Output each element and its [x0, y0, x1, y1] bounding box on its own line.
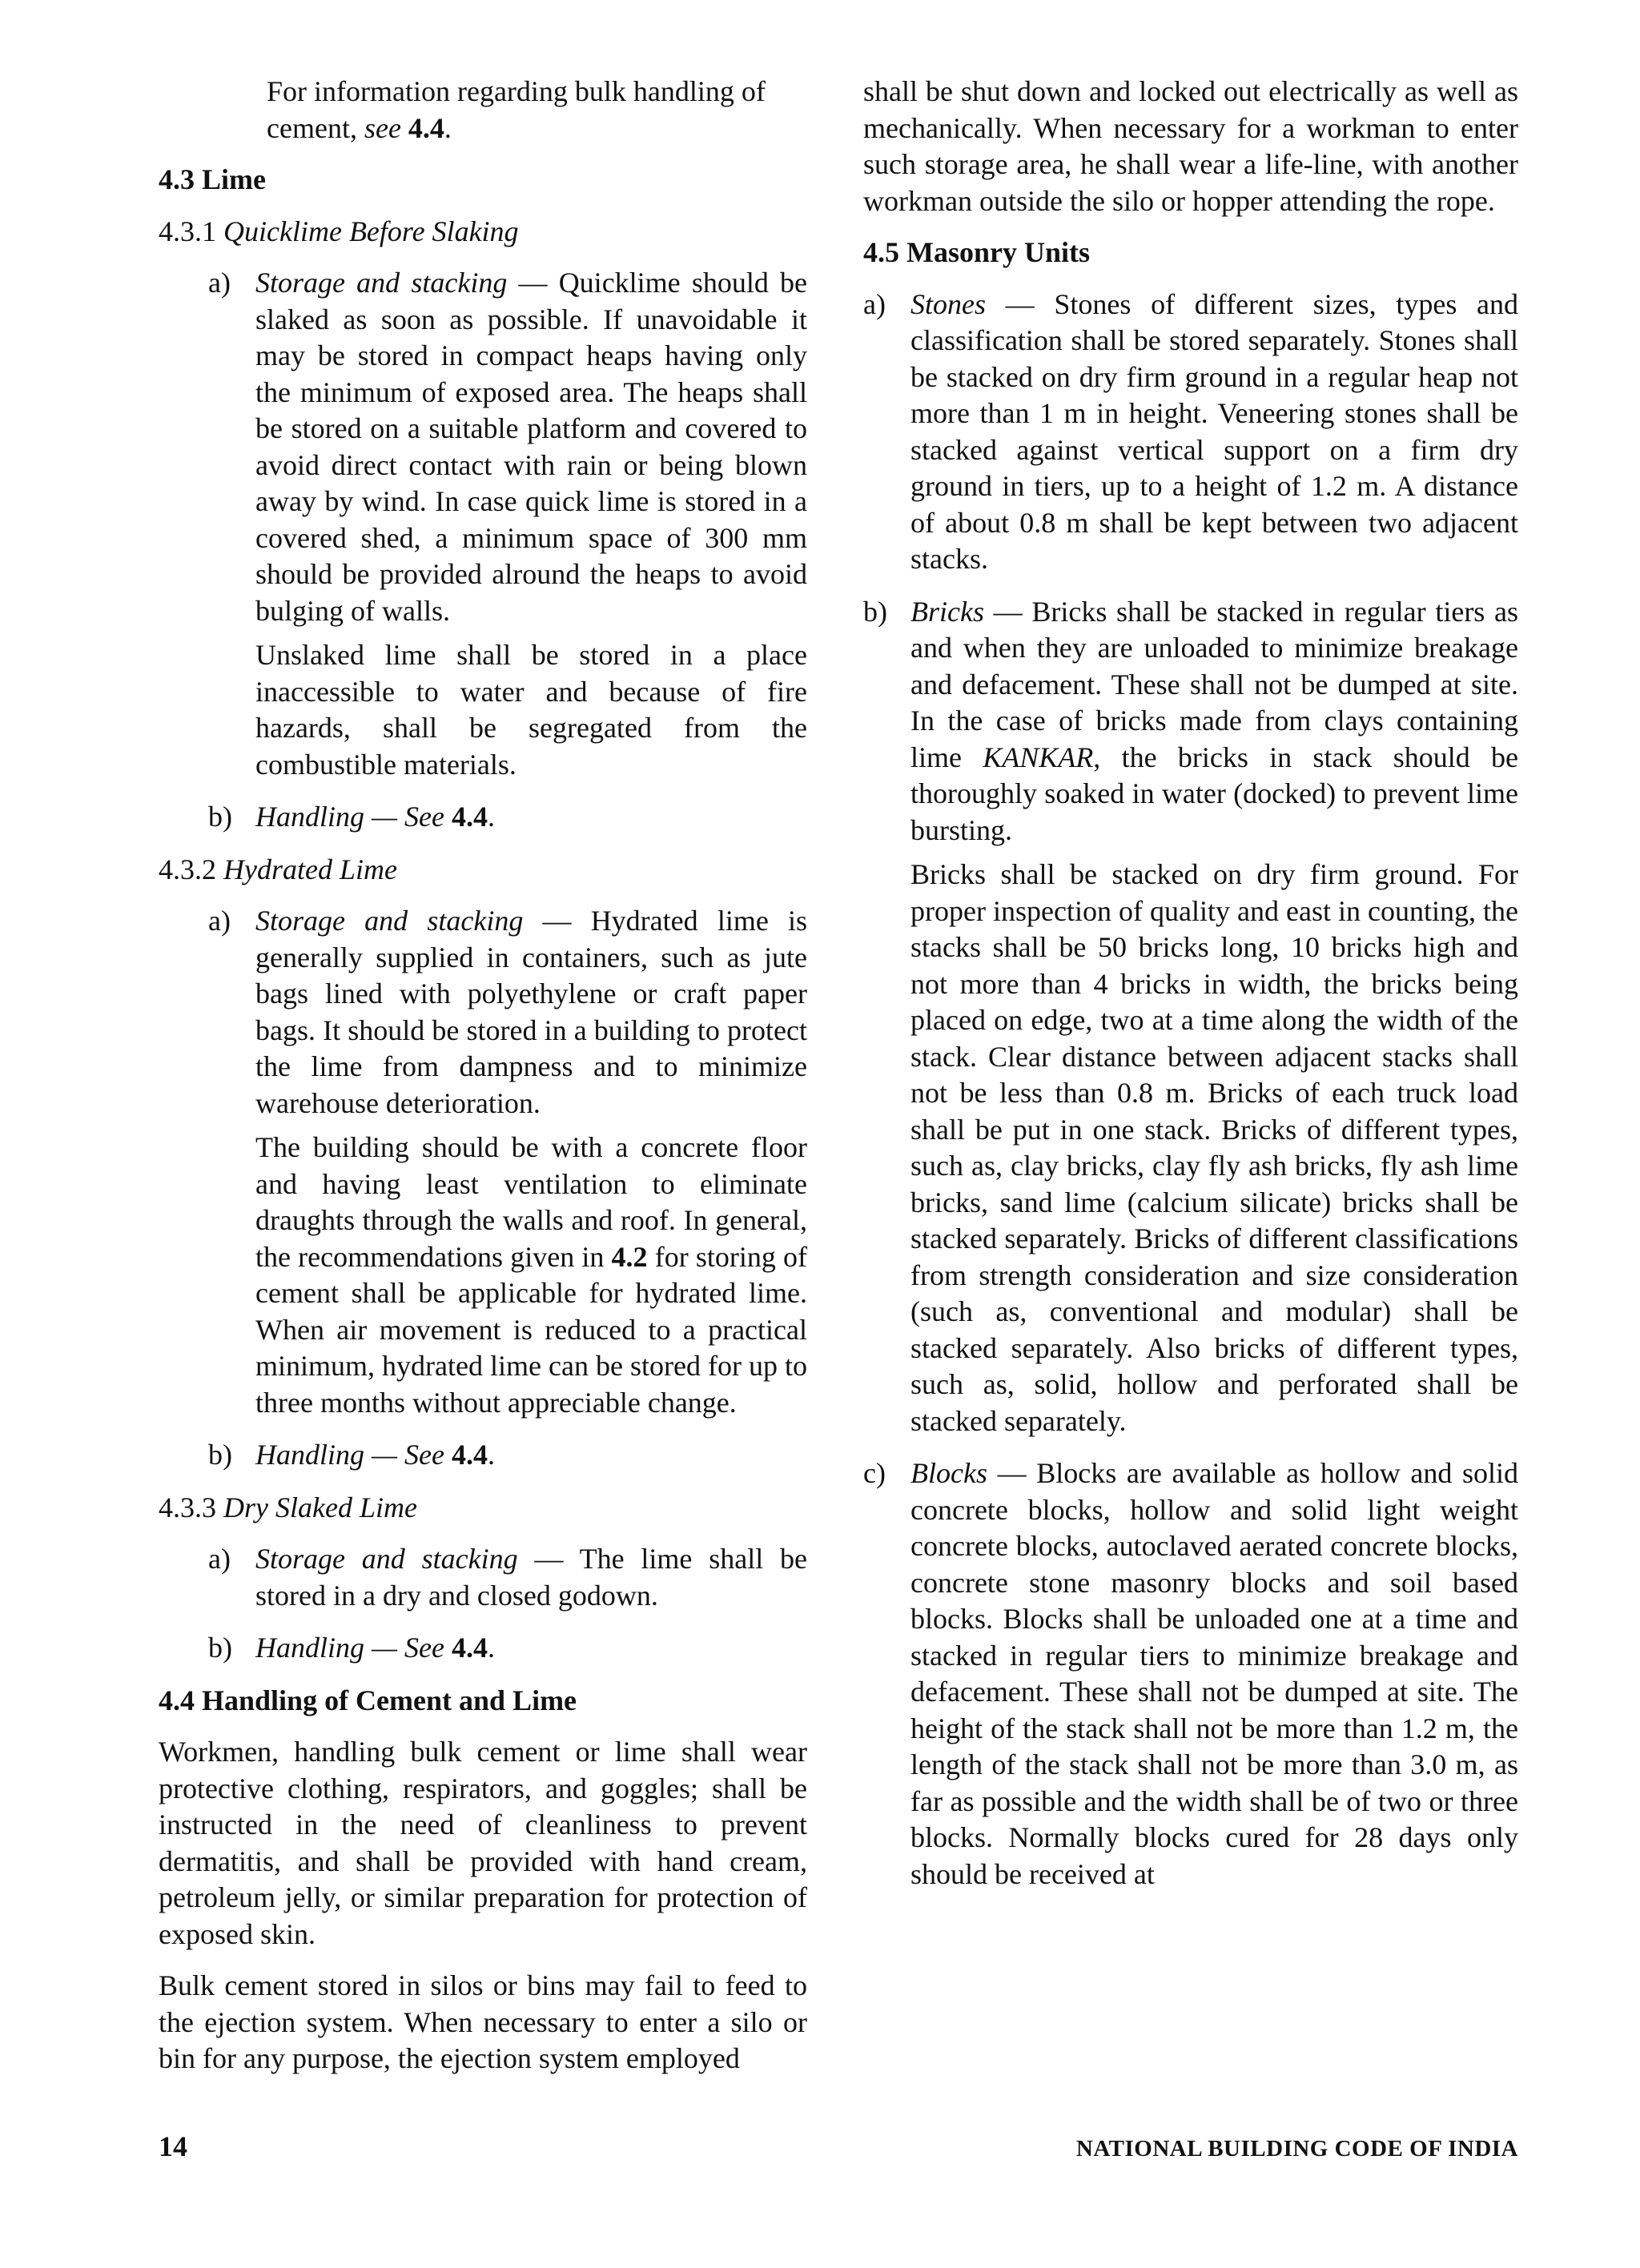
item-paragraph	[255, 265, 807, 629]
period: .	[488, 1439, 495, 1471]
section-4-4-heading	[159, 1683, 807, 1720]
item-paragraph	[255, 903, 807, 1122]
see-text: See	[404, 1439, 444, 1471]
section-4-5-item-a	[863, 287, 1518, 586]
section-title: Handling of Cement and Lime	[202, 1684, 577, 1716]
section-4-3-3-heading	[159, 1490, 807, 1527]
dash: —	[364, 1632, 405, 1664]
item-heading: Storage and stacking	[255, 905, 524, 937]
item-text: Blocks are available as hollow and solid concrete blocks, hollow and solid light weight concrete blocks, autoclaved aerated concrete blocks, concrete stone masonry blocks and soil based blocks. Blocks shall be unloaded one at a time and stacked in regular tiers to minimize breakage and defacement. These shall not be dumped at site. The height of the stack shall not be more than 1.2 m, the length of the stack shall not be more than 3.0 m, as far as possible and the width shall be of two or three blocks. Normally blocks cured for 28 days only should be received at	[910, 1457, 1518, 1890]
cement-note-see: see	[364, 111, 401, 144]
item-body	[255, 1437, 807, 1482]
cross-reference[interactable]: 4.4	[452, 801, 488, 833]
item-label: b)	[208, 1632, 232, 1664]
item-body	[255, 903, 807, 1429]
section-4-3-2-item-a	[208, 903, 807, 1429]
cement-note-text: For information regarding bulk handling of cement,	[267, 75, 766, 144]
section-title: Quicklime Before Slaking	[223, 215, 519, 247]
item-paragraph	[910, 1455, 1518, 1893]
cross-reference[interactable]: 4.2	[611, 1240, 648, 1273]
section-4-3-2-item-b	[208, 1437, 807, 1482]
item-body	[910, 1455, 1518, 1901]
right-column	[863, 74, 1518, 1909]
section-number: 4.4	[159, 1684, 195, 1716]
item-text: Stones of different sizes, types and classification shall be stored separately. Stones shall be stacked on dry firm ground in a regular heap not more than 1 m in height. Veneering stones shall be stacked against vertical support on a firm dry ground in tiers, up to a height of 1.2 m. A distance of about 0.8 m shall be kept between two adjacent stacks.	[910, 287, 1519, 575]
section-4-3-3-item-b	[208, 1630, 807, 1675]
section-4-3-3-item-a	[208, 1541, 807, 1622]
dash: —	[987, 1457, 1037, 1489]
cross-reference[interactable]: 4.4	[452, 1632, 488, 1664]
item-heading: Storage and stacking	[255, 267, 508, 299]
item-paragraph	[910, 287, 1518, 578]
footer-title: NATIONAL BUILDING CODE OF INDIA	[1075, 2136, 1518, 2162]
item-paragraph	[255, 1541, 807, 1614]
item-heading: Storage and stacking	[255, 1543, 518, 1575]
page-footer	[159, 2130, 1518, 2163]
item-body	[255, 1541, 807, 1622]
item-heading: Stones	[910, 287, 986, 320]
dash: —	[983, 595, 1032, 628]
item-heading: Handling	[255, 1632, 365, 1664]
section-4-3-1-heading	[159, 214, 807, 251]
item-text: Bricks shall be stacked in regular tiers as and when they are unloaded to minimize breakage and defacement. These shall not be dumped at site. In the case of bricks made from clays containing lime	[910, 595, 1518, 773]
cement-note	[267, 74, 807, 147]
item-text: for storing of cement shall be applicable for hydrated lime. When air movement is reduced to a practical minimum, hydrated lime can be stored for up to three months without appreciable change.	[255, 1240, 808, 1419]
section-4-5-heading	[863, 235, 1518, 271]
page-number: 14	[159, 2130, 187, 2162]
item-heading: Blocks	[910, 1457, 987, 1489]
cross-reference[interactable]: 4.4	[452, 1439, 488, 1471]
item-label: a)	[863, 287, 886, 320]
item-body	[255, 1630, 807, 1675]
item-label: a)	[208, 1543, 231, 1575]
item-body	[910, 287, 1518, 586]
item-label: b)	[208, 1439, 232, 1471]
period: .	[488, 801, 495, 833]
see-text: See	[404, 801, 444, 833]
dash: —	[507, 267, 559, 299]
section-title: Masonry Units	[906, 236, 1091, 268]
dash: —	[364, 1439, 405, 1471]
section-4-3-1-item-a	[208, 265, 807, 791]
section-4-5-item-c	[863, 1455, 1518, 1901]
item-text: Quicklime should be slaked as soon as possible. If unavoidable it may be stored in compact heaps having only the minimum of exposed area. The heaps shall be stored on a suitable platform and covered to avoid direct contact with rain or being blown away by wind. In case quick lime is stored in a covered shed, a minimum space of 300 mm should be provided alround the heaps to avoid bulging of walls.	[255, 267, 807, 627]
section-number: 4.3	[159, 163, 195, 195]
section-4-3-2-heading	[159, 852, 807, 889]
item-paragraph	[255, 799, 807, 836]
item-heading: Handling	[255, 1439, 365, 1471]
section-4-5-item-b	[863, 594, 1518, 1448]
see-text: See	[404, 1632, 444, 1664]
item-paragraph: Unslaked lime shall be stored in a place inaccessible to water and because of fire hazards, shall be segregated from the combustible materials.	[255, 639, 807, 781]
item-text: The lime shall be stored in a dry and closed godown.	[255, 1543, 807, 1612]
item-text: The building should be with a concrete floor and having least ventilation to eliminate draughts through the walls and roof. In general, the recommendations given in	[255, 1131, 807, 1273]
dash: —	[523, 905, 591, 937]
cement-note-period: .	[444, 111, 452, 144]
continued-paragraph: shall be shut down and locked out electrically as well as mechanically. When necessary for a workman to enter such storage area, he shall wear a life-line, with another workman outside the silo or hopper attending the rope.	[863, 75, 1518, 217]
kankar-term: KANKAR	[983, 741, 1094, 773]
dash: —	[364, 801, 405, 833]
item-body	[255, 265, 807, 791]
section-title: Hydrated Lime	[223, 853, 397, 885]
section-title: Dry Slaked Lime	[223, 1491, 417, 1523]
left-column	[159, 74, 807, 2093]
item-body	[910, 594, 1518, 1448]
section-number: 4.5	[863, 236, 899, 268]
dash: —	[986, 287, 1055, 320]
item-label: b)	[863, 595, 887, 628]
section-number: 4.3.2	[159, 853, 216, 885]
item-label: a)	[208, 905, 231, 937]
item-label: c)	[863, 1457, 886, 1489]
section-number: 4.3.3	[159, 1491, 216, 1523]
section-4-3-1-item-b	[208, 799, 807, 844]
item-label: b)	[208, 801, 232, 833]
section-title: Lime	[202, 163, 266, 195]
item-paragraph	[255, 1630, 807, 1667]
item-body	[255, 799, 807, 844]
item-paragraph	[255, 1130, 807, 1421]
period: .	[488, 1632, 495, 1664]
section-4-3-heading	[159, 162, 807, 199]
section-4-4-paragraph-1: Workmen, handling bulk cement or lime shall wear protective clothing, respirators, and goggles; shall be instructed in the need of cleanliness to prevent dermatitis, and shall be provided with hand cream, petroleum jelly, or similar preparation for protection of exposed skin.	[159, 1736, 807, 1950]
item-heading: Bricks	[910, 595, 984, 628]
item-heading: Handling	[255, 801, 365, 833]
item-text: Hydrated lime is generally supplied in containers, such as jute bags lined with polyethylene or craft paper bags. It should be stored in a building to protect the lime from dampness and to minimize warehouse deterioration.	[255, 905, 807, 1119]
section-4-4-paragraph-2: Bulk cement stored in silos or bins may fail to feed to the ejection system. When necessary to enter a silo or bin for any purpose, the ejection system employed	[159, 1969, 807, 2074]
item-paragraph	[255, 1437, 807, 1474]
item-label: a)	[208, 267, 231, 299]
item-paragraph	[910, 594, 1518, 849]
item-text: , the bricks in stack should be thoroughly soaked in water (docked) to prevent lime bursting.	[910, 741, 1518, 846]
section-number: 4.3.1	[159, 215, 216, 247]
cement-note-ref[interactable]: 4.4	[408, 111, 444, 144]
dash: —	[517, 1543, 580, 1575]
item-paragraph: Bricks shall be stacked on dry firm ground. For proper inspection of quality and east in counting, the stacks shall be 50 bricks long, 10 bricks high and not more than 4 bricks in width, the bricks being placed on edge, two at a time along the width of the stack. Clear distance between adjacent stacks shall not be less than 0.8 m. Bricks of each truck load shall be put in one stack. Bricks of different types, such as, clay bricks, clay fly ash bricks, fly ash lime bricks, sand lime (calcium silicate) bricks shall be stacked separately. Bricks of different classifications from strength consideration and size consideration (such as, conventional and modular) shall be stacked separately. Also bricks of different types, such as, solid, hollow and perforated shall be stacked separately.	[910, 858, 1518, 1437]
